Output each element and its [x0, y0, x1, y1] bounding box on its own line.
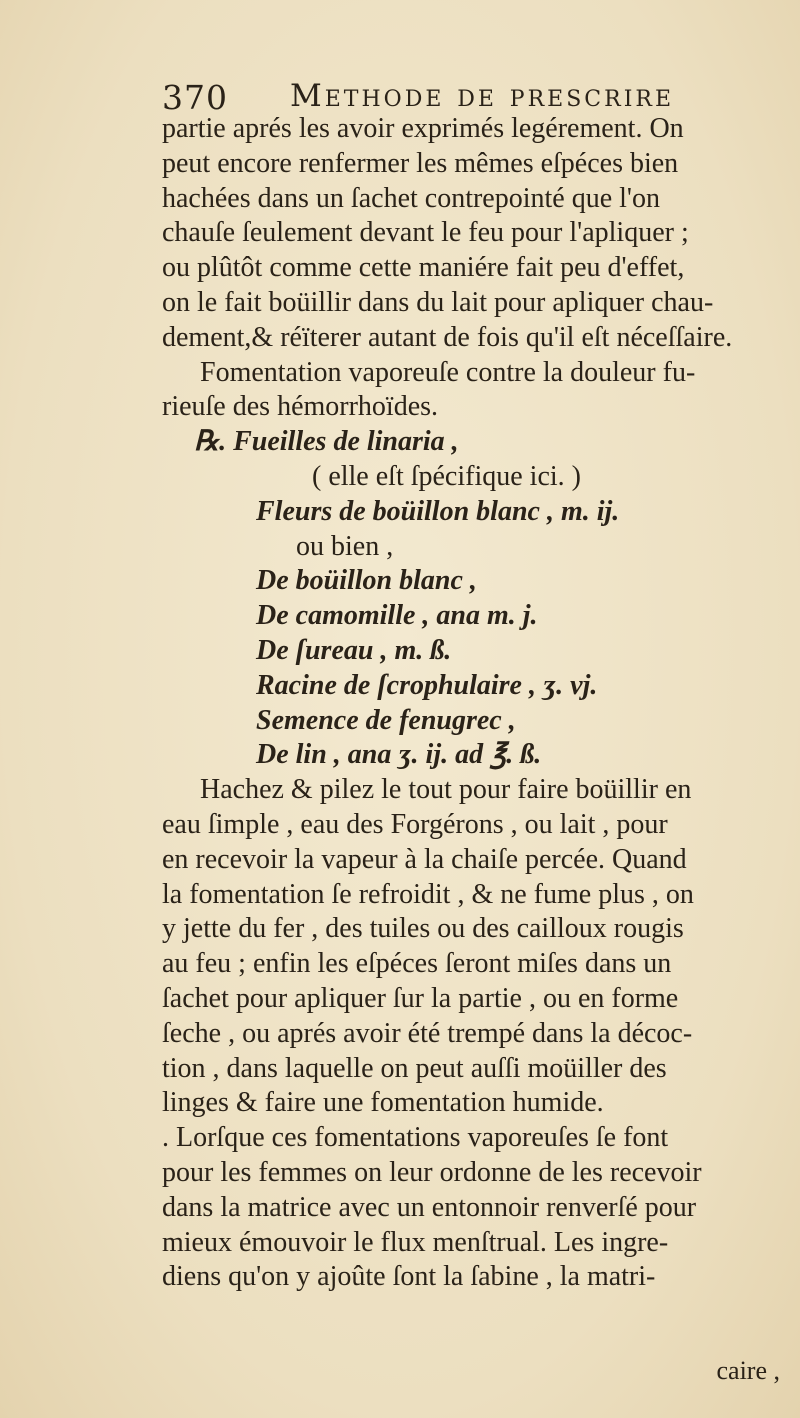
text-line: linges & faire une fomentation humide. [162, 1087, 604, 1119]
text-line: Fleurs de boüillon blanc , m. ij. [256, 495, 620, 527]
text-line: ou bien , [296, 530, 394, 562]
text-line: Hachez & pilez le tout pour faire boüillir en [200, 774, 692, 806]
text-line: ( elle eſt ſpécifique ici. ) [312, 460, 581, 492]
text-line: ou plûtôt comme cette maniére fait peu d'effet, [162, 252, 685, 284]
catchword: caire , [716, 1356, 780, 1385]
text-line: Racine de ſcrophulaire , ʒ. vj. [256, 669, 598, 701]
text-line: De ſureau , m. ß. [256, 634, 452, 666]
text-line: . Lorſque ces fomentations vaporeuſes ſe font [162, 1122, 669, 1154]
text-line: ſachet pour apliquer ſur la partie , ou en forme [162, 982, 679, 1014]
text-line: en recevoir la vapeur à la chaiſe percée. Quand [162, 843, 687, 875]
text-line: Semence de fenugrec , [256, 704, 516, 736]
text-line: De lin , ana ʒ. ij. ad ℥. ß. [256, 739, 542, 771]
text-line: on le fait boüillir dans du lait pour apliquer chau- [162, 286, 714, 318]
text-line: partie aprés les avoir exprimés legérement. On [162, 113, 684, 144]
running-title: Methode de prescrire [290, 78, 675, 114]
text-line: eau ſimple , eau des Forgérons , ou lait , pour [162, 808, 668, 840]
text-line: dement,& réïterer autant de fois qu'il eſt néceſſaire. [162, 321, 733, 353]
text-line: chauſe ſeulement devant le feu pour l'apliquer ; [162, 217, 689, 249]
text-line: au feu ; enfin les eſpéces ſeront miſes dans un [162, 948, 672, 980]
text-line: pour les femmes on leur ordonne de les recevoir [162, 1156, 702, 1188]
body-text [162, 112, 792, 1295]
text-line: Fomentation vaporeuſe contre la douleur fu- [200, 356, 696, 388]
text-line: peut encore renfermer les mêmes eſpéces bien [162, 147, 679, 179]
text-line: ſeche , ou aprés avoir été trempé dans la décoc- [162, 1017, 693, 1049]
text-line: ℞. Fueilles de linaria , [194, 426, 459, 458]
text-line: diens qu'on y ajoûte ſont la ſabine , la matri- [162, 1261, 656, 1293]
text-line: dans la matrice avec un entonnoir renverſé pour [162, 1191, 697, 1223]
text-line: mieux émouvoir le flux menſtrual. Les ingre- [162, 1226, 669, 1258]
text-line: hachées dans un ſachet contrepointé que l'on [162, 182, 660, 214]
page-number: 370 [162, 78, 228, 117]
text-line: rieuſe des hémorrhoïdes. [162, 391, 439, 423]
text-line: la fomentation ſe refroidit , & ne fume plus , on [162, 878, 694, 910]
text-line: tion , dans laquelle on peut auſſi moüiller des [162, 1052, 667, 1084]
text-line: y jette du fer , des tuiles ou des cailloux rougis [162, 913, 684, 945]
text-line: De camomille , ana m. j. [256, 600, 538, 632]
text-line: De boüillon blanc , [256, 565, 477, 597]
